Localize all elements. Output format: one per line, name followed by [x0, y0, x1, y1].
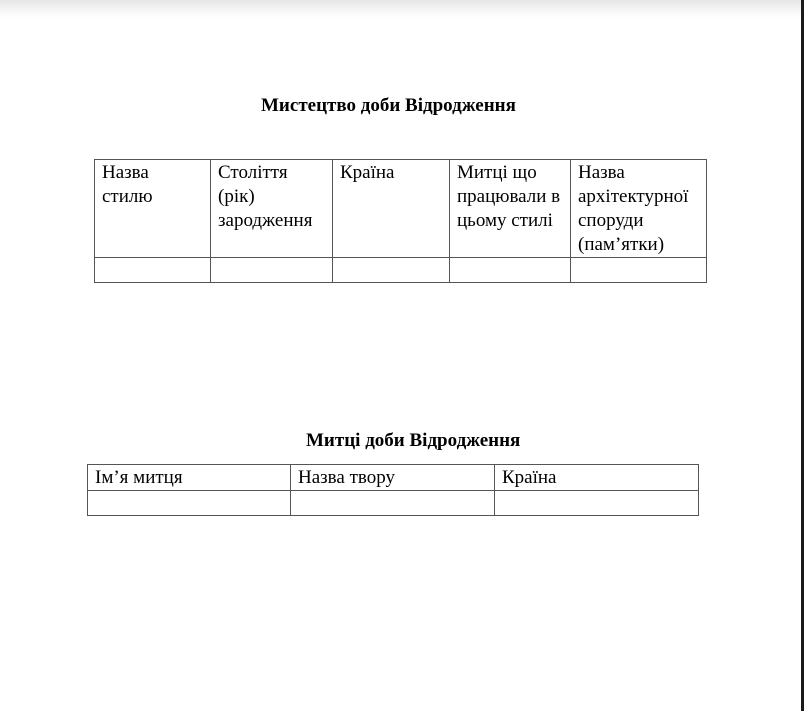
header-cell-century: Століття (рік) зародження	[211, 160, 333, 258]
header-cell-country: Країна	[495, 465, 699, 491]
table-cell	[88, 491, 291, 516]
table-cell	[291, 491, 495, 516]
table2-title: Митці доби Відродження	[306, 430, 521, 451]
table-header-row	[95, 160, 707, 258]
table-cell	[211, 258, 333, 283]
table-row	[95, 258, 707, 283]
header-cell-architecture: Назва архітектурної споруди (пам’ятки)	[571, 160, 707, 258]
table-cell	[333, 258, 450, 283]
header-cell-artist-name: Ім’я митця	[88, 465, 291, 491]
header-cell-work-title: Назва твору	[291, 465, 495, 491]
table-cell	[571, 258, 707, 283]
table-cell	[495, 491, 699, 516]
table1-title: Мистецтво доби Відродження	[261, 95, 516, 116]
table-header-row	[88, 465, 699, 491]
renaissance-artists-table	[87, 464, 699, 516]
viewer-top-shadow	[0, 0, 804, 18]
header-cell-country: Країна	[333, 160, 450, 258]
renaissance-styles-table	[94, 159, 707, 283]
table-row	[88, 491, 699, 516]
table-cell	[95, 258, 211, 283]
header-cell-style-name: Назва стилю	[95, 160, 211, 258]
header-cell-artists: Митці що працювали в цьому стилі	[450, 160, 571, 258]
table-cell	[450, 258, 571, 283]
